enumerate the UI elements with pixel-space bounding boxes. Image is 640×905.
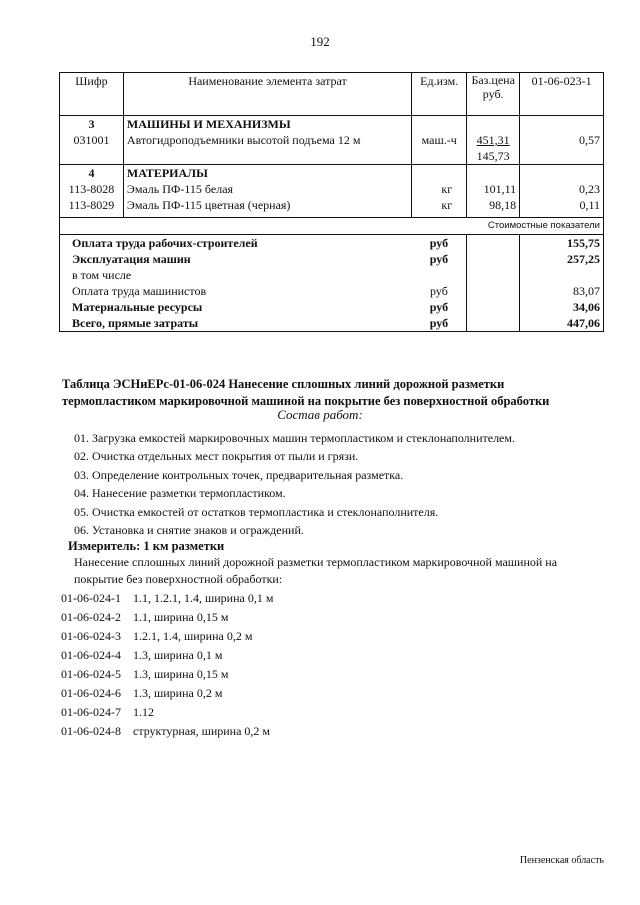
norm-code: 01-06-024-6 [61, 686, 121, 700]
list-item [61, 722, 273, 741]
list-item: 05. Очистка емкостей от остатков термопластика и стеклонаполнителя. [74, 504, 439, 519]
table-row [60, 132, 604, 165]
list-item [61, 589, 273, 608]
table-title [62, 376, 572, 410]
item-value: 0,11 [520, 197, 604, 217]
list-item [61, 665, 273, 684]
works-list [74, 429, 604, 539]
description: Нанесение сплошных линий дорожной разметки термопластиком маркировочной машиной на покрытие без поверхностной обработки: [74, 555, 558, 586]
total-label: Оплата труда рабочих-строителей [60, 234, 412, 251]
section-number: 3 [60, 116, 124, 133]
item-price [467, 132, 520, 165]
item-unit: кг [412, 181, 467, 197]
item-name: Автогидроподъемники высотой подъема 12 м [123, 132, 411, 165]
norm-code: 01-06-024-2 [61, 610, 121, 624]
header-base-price [467, 73, 520, 116]
item-code: 113-8028 [60, 181, 124, 197]
table-title-line1: Таблица ЭСНиЕРс-01-06-024 Нанесение сплошных линий дорожной разметки [62, 377, 505, 391]
total-value: 257,25 [520, 251, 604, 267]
header-norm: 01-06-023-1 [520, 73, 604, 116]
meter-label: Измеритель: 1 км разметки [68, 539, 225, 553]
total-value: 447,06 [520, 315, 604, 332]
table-row [60, 197, 604, 217]
norm-text: 1.3, ширина 0,15 м [133, 667, 229, 681]
table-title-line2: термопластиком маркировочной машиной на покрытие без поверхностной обработки [62, 394, 550, 408]
norm-text: 1.12 [133, 705, 154, 719]
resource-table [59, 72, 604, 332]
item-name: Эмаль ПФ-115 цветная (черная) [123, 197, 411, 217]
table-row [60, 181, 604, 197]
item-unit: кг [412, 197, 467, 217]
page-number: 192 [310, 34, 330, 49]
total-label: в том числе [60, 267, 412, 283]
item-price: 101,11 [467, 181, 520, 197]
list-item: 04. Нанесение разметки термопластиком. [74, 486, 286, 501]
list-item: 03. Определение контрольных точек, предварительная разметка. [74, 467, 404, 482]
list-item: 01. Загрузка емкостей маркировочных машин термопластиком и стеклонаполнителем. [74, 431, 515, 445]
total-value: 155,75 [520, 234, 604, 251]
total-label: Материальные ресурсы [60, 299, 412, 315]
total-row [60, 299, 604, 315]
header-unit: Ед.изм. [412, 73, 467, 116]
table-header-row [60, 73, 604, 116]
norm-code: 01-06-024-8 [61, 724, 121, 738]
section-row [60, 165, 604, 182]
section-title: МАШИНЫ И МЕХАНИЗМЫ [123, 116, 411, 133]
section-number: 4 [60, 165, 124, 182]
total-unit: руб [412, 234, 467, 251]
section-title: МАТЕРИАЛЫ [123, 165, 411, 182]
total-row [60, 315, 604, 332]
footer-region: Пензенская область [519, 855, 604, 866]
item-code: 113-8029 [60, 197, 124, 217]
total-label: Всего, прямые затраты [60, 315, 412, 332]
total-value: 34,06 [520, 299, 604, 315]
list-item [61, 627, 273, 646]
norm-text: 1.3, ширина 0,1 м [133, 648, 223, 662]
list-item [61, 646, 273, 665]
codes-list [61, 589, 273, 741]
list-item: 06. Установка и снятие знаков и ограждений. [74, 522, 304, 537]
header-code: Шифр [60, 73, 124, 116]
norm-text: 1.2.1, 1.4, ширина 0,2 м [133, 629, 253, 643]
list-item: 02. Очистка отдельных мест покрытия от пыли и грязи. [74, 449, 359, 464]
item-price-bottom: 145,73 [476, 149, 510, 163]
norm-code: 01-06-024-4 [61, 648, 121, 662]
cost-indicators-label: Стоимостные показатели [60, 217, 604, 234]
norm-code: 01-06-024-7 [61, 705, 121, 719]
works-heading: Состав работ: [277, 407, 363, 422]
item-price-top: 451,31 [476, 133, 510, 147]
norm-text: 1.1, 1.2.1, 1.4, ширина 0,1 м [133, 591, 274, 605]
norm-code: 01-06-024-1 [61, 591, 121, 605]
norm-text: 1.1, ширина 0,15 м [133, 610, 229, 624]
total-label: Эксплуатация машин [60, 251, 412, 267]
item-price: 98,18 [467, 197, 520, 217]
total-unit: руб [412, 299, 467, 315]
norm-text: структурная, ширина 0,2 м [133, 724, 271, 738]
header-name: Наименование элемента затрат [123, 73, 411, 116]
item-name: Эмаль ПФ-115 белая [123, 181, 411, 197]
total-unit: руб [412, 315, 467, 332]
header-base-price-line2: руб. [482, 87, 504, 101]
item-value: 0,23 [520, 181, 604, 197]
total-row [60, 251, 604, 267]
total-unit: руб [412, 283, 467, 299]
item-code: 031001 [60, 132, 124, 165]
list-item [61, 684, 273, 703]
norm-code: 01-06-024-5 [61, 667, 121, 681]
total-value: 83,07 [520, 283, 604, 299]
list-item [61, 703, 273, 722]
total-row [60, 267, 604, 283]
total-row [60, 283, 604, 299]
norm-code: 01-06-024-3 [61, 629, 121, 643]
item-unit: маш.-ч [412, 132, 467, 165]
total-label: Оплата труда машинистов [60, 283, 412, 299]
header-base-price-line1: Баз.цена [471, 73, 515, 87]
total-row [60, 234, 604, 251]
item-value: 0,57 [520, 132, 604, 165]
section-row [60, 116, 604, 133]
cost-indicators-row [60, 217, 604, 234]
total-unit: руб [412, 251, 467, 267]
norm-text: 1.3, ширина 0,2 м [133, 686, 223, 700]
list-item [61, 608, 273, 627]
